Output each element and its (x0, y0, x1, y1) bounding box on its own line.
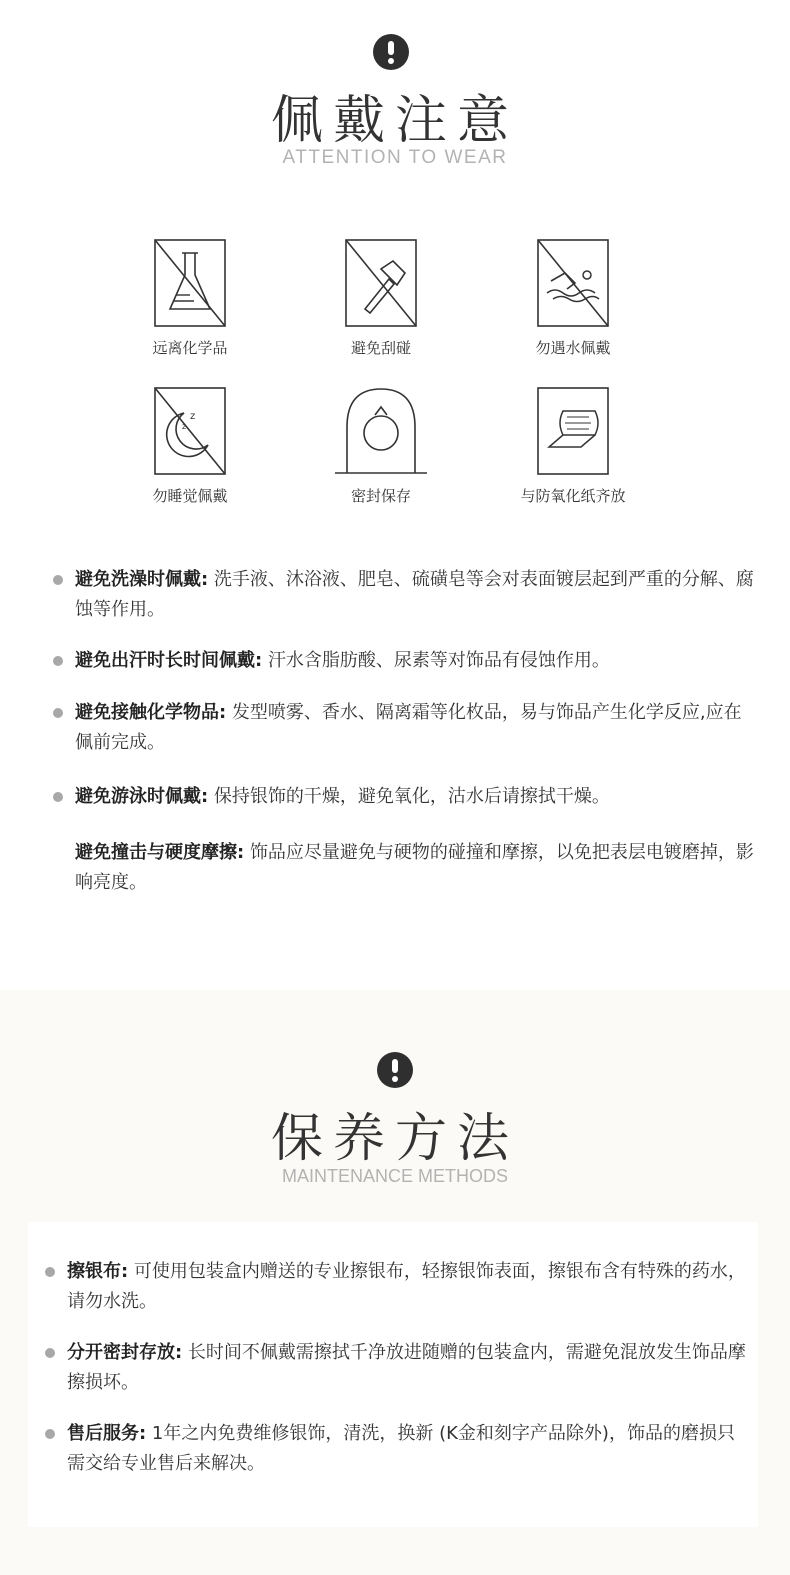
anti-oxidation-paper-icon (537, 387, 609, 475)
maintenance-title: 保养方法 (270, 1109, 519, 1169)
tip-lead: 避免接触化学物品: (75, 702, 227, 723)
tip-text: 长时间不佩戴需擦拭千净放进随赠的包装盒内，需避免混放发生饰品摩擦损坏。 (67, 1342, 746, 1393)
bullet-dot (53, 575, 63, 585)
exclamation-icon (373, 34, 409, 70)
icon-label: 远离化学品 (152, 339, 228, 357)
attention-tip (75, 565, 755, 625)
tip-lead: 避免游泳时佩戴: (75, 786, 209, 807)
attention-subtitle: ATTENTION TO WEAR (282, 147, 508, 168)
icon-label: 避免刮碰 (350, 339, 411, 357)
icon-label: 勿睡觉佩戴 (152, 487, 228, 505)
bullet-dot (53, 708, 63, 718)
svg-text:z: z (190, 411, 196, 422)
exclamation-icon (377, 1052, 413, 1088)
maintenance-tip (67, 1419, 747, 1479)
tip-lead: 避免洗澡时佩戴: (75, 569, 209, 590)
attention-tip (75, 782, 755, 812)
icon-cell-sleep (125, 387, 255, 506)
no-chemicals-icon (154, 239, 226, 327)
icon-cell-sealed (316, 387, 446, 506)
bullet-dot (45, 1429, 55, 1439)
tip-text: 汗水含脂肪酸、尿素等对饰品有侵蚀作用。 (262, 650, 610, 671)
maintenance-subtitle: MAINTENANCE METHODS (281, 1166, 508, 1186)
tip-lead: 擦银布: (67, 1261, 129, 1282)
icon-cell-swimming (508, 239, 638, 358)
no-hammer-icon (345, 239, 417, 327)
bullet-dot (53, 656, 63, 666)
tip-lead: 售后服务: (67, 1423, 147, 1444)
bullet-dot (45, 1348, 55, 1358)
maintenance-card (28, 1222, 758, 1527)
tip-text: 保持银饰的干燥，避免氧化，沽水后请擦拭干燥。 (208, 786, 610, 807)
bullet-dot (53, 792, 63, 802)
icon-label: 与防氧化纸齐放 (520, 487, 626, 505)
tip-text: 洗手液、沐浴液、肥皂、硫磺皂等会对表面镀层起到严重的分解、腐蚀等作用。 (75, 569, 754, 620)
no-swimming-icon (537, 239, 609, 327)
maintenance-section (0, 990, 790, 1575)
tip-lead: 避免撞击与硬度摩擦: (75, 842, 245, 863)
tip-text: 发型喷雾、香水、隔离霜等化枚品，易与饰品产生化学反应,应在佩前完成。 (75, 702, 742, 753)
tip-lead: 分开密封存放: (67, 1342, 183, 1363)
maintenance-tip (67, 1257, 747, 1317)
attention-tip (75, 838, 755, 898)
icon-cell-paper (508, 387, 638, 506)
icon-cell-chemicals (125, 239, 255, 358)
bullet-dot (45, 1267, 55, 1277)
icon-label: 勿遇水佩戴 (535, 339, 611, 357)
tip-lead: 避免出汗时长时间佩戴: (75, 650, 263, 671)
icon-label: 密封保存 (350, 487, 411, 505)
sealed-ring-icon (333, 387, 429, 475)
attention-title: 佩戴注意 (270, 91, 519, 151)
maintenance-tip (67, 1338, 747, 1398)
tip-text: 饰品应尽量避免与硬物的碰撞和摩擦，以免把表层电镀磨掉，影响亮度。 (75, 842, 754, 893)
svg-text:z: z (182, 422, 187, 431)
icon-cell-hammer (316, 239, 446, 358)
tip-text: 可使用包装盒内赠送的专业擦银布，轻擦银饰表面，擦银布含有特殊的药水，请勿水洗。 (67, 1261, 746, 1312)
attention-tip (75, 646, 755, 676)
tip-text: 1年之内免费维修银饰，清洗，换新 (K金和刻字产品除外)，饰品的磨损只需交给专业售后来解决。 (67, 1423, 735, 1474)
no-sleep-icon (154, 387, 226, 475)
attention-tip (75, 698, 755, 758)
